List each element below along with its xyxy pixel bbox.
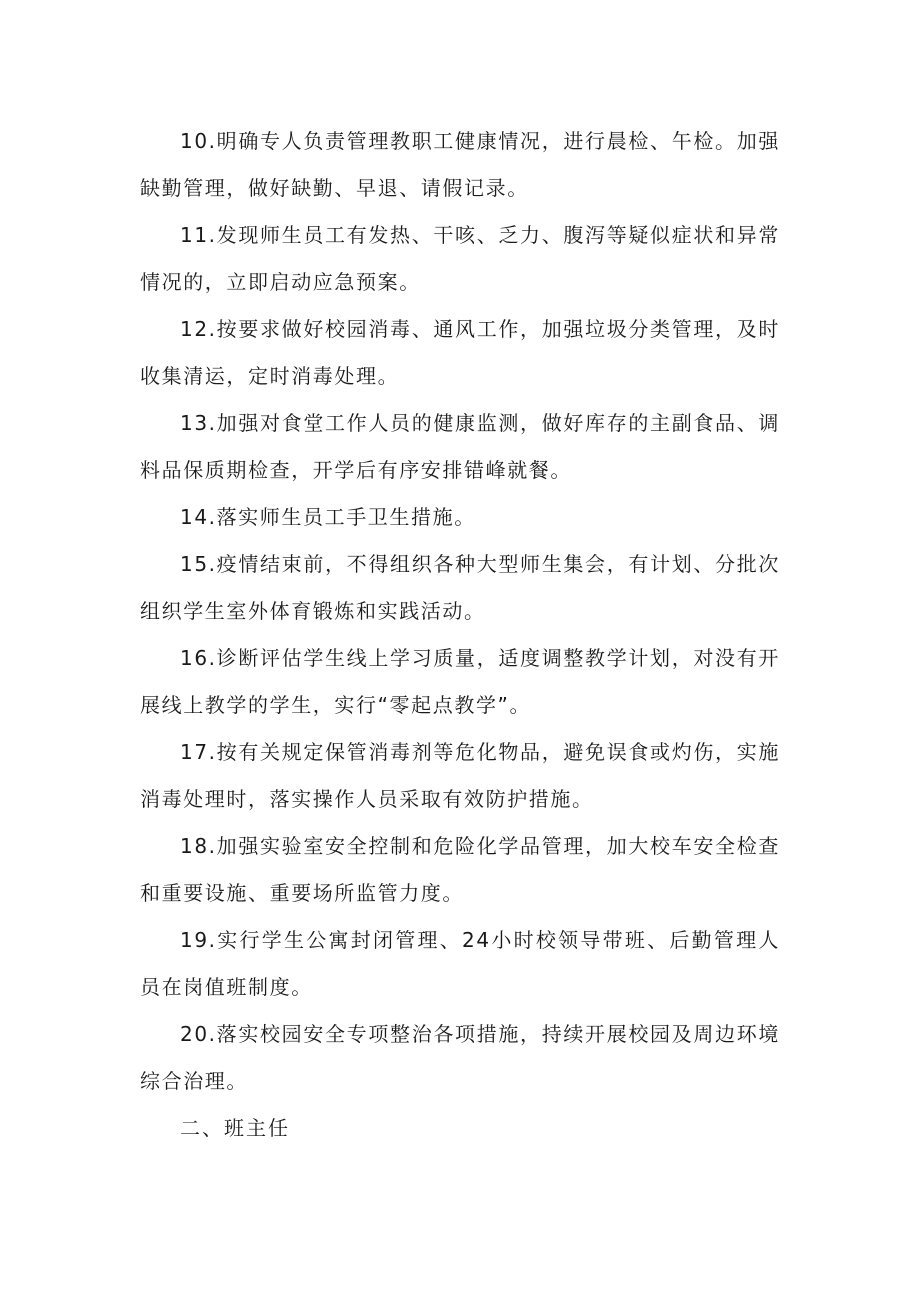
section-heading: 二、班主任 [180, 1116, 290, 1140]
paragraph-item-18: 18.加强实验室安全控制和危险化学品管理，加大校车安全检查和重要设施、重要场所监管力度。 [140, 834, 780, 905]
paragraph-item-10: 10.明确专人负责管理教职工健康情况，进行晨检、午检。加强缺勤管理，做好缺勤、早退、请假记录。 [140, 129, 780, 200]
paragraph-item-20: 20.落实校园安全专项整治各项措施，持续开展校园及周边环境综合治理。 [140, 1022, 780, 1093]
paragraph-item-13: 13.加强对食堂工作人员的健康监测，做好库存的主副食品、调料品保质期检查，开学后有序安排错峰就餐。 [140, 411, 780, 482]
paragraph-item-14: 14.落实师生员工手卫生措施。 [180, 505, 476, 529]
paragraph-item-17: 17.按有关规定保管消毒剂等危化物品，避免误食或灼伤，实施消毒处理时，落实操作人员采取有效防护措施。 [140, 740, 780, 811]
paragraph-item-12: 12.按要求做好校园消毒、通风工作，加强垃圾分类管理，及时收集清运，定时消毒处理。 [140, 317, 780, 388]
paragraph-item-15: 15.疫情结束前，不得组织各种大型师生集会，有计划、分批次组织学生室外体育锻炼和实践活动。 [140, 552, 780, 623]
paragraph-item-11: 11.发现师生员工有发热、干咳、乏力、腹泻等疑似症状和异常情况的，立即启动应急预案。 [140, 223, 780, 294]
document-body [140, 118, 780, 1152]
paragraph-item-19: 19.实行学生公寓封闭管理、24小时校领导带班、后勤管理人员在岗值班制度。 [140, 928, 780, 999]
paragraph-item-16: 16.诊断评估学生线上学习质量，适度调整教学计划，对没有开展线上教学的学生，实行“零起点教学”。 [140, 646, 780, 717]
